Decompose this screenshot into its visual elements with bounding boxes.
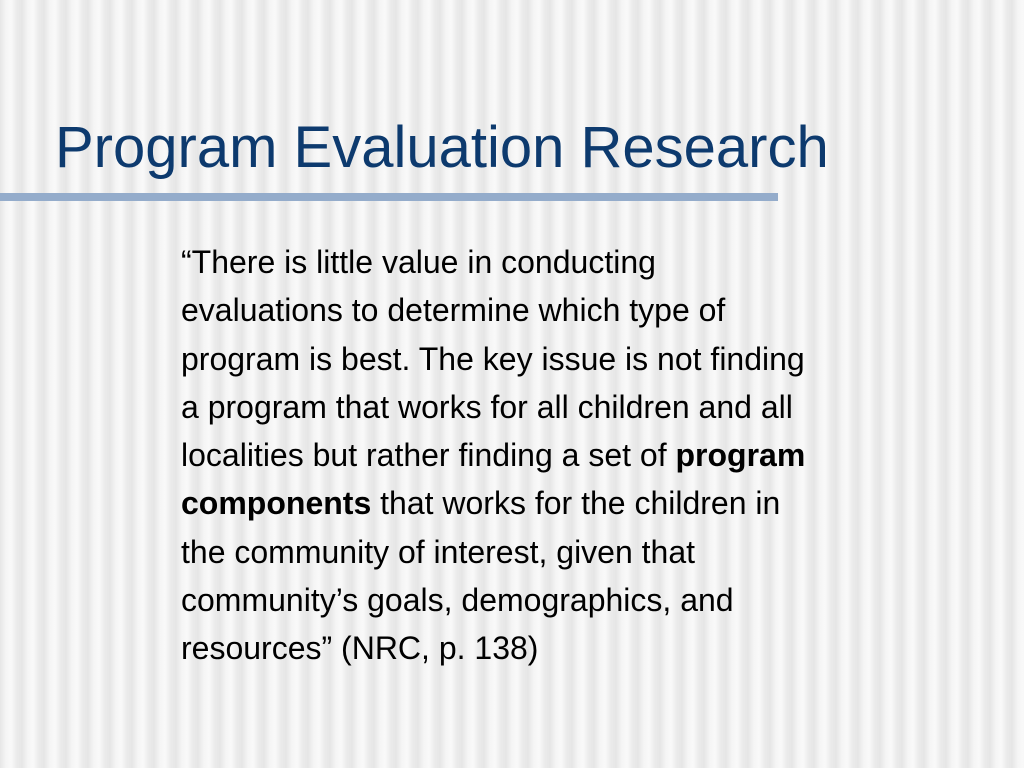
quote-segment: the community of interest, given that (181, 533, 696, 570)
title-underline (0, 193, 778, 201)
quote-emphasis: components (181, 485, 372, 522)
quote-segment: that works for the children in (371, 485, 781, 522)
quote-segment: resources” (NRC, p. 138) (181, 630, 539, 667)
quote-segment: evaluations to determine which type of (181, 292, 726, 329)
quote-text (181, 238, 981, 673)
quote-emphasis: program (675, 437, 806, 474)
quote-segment: program is best. The key issue is not finding (181, 340, 805, 377)
slide-title: Program Evaluation Research (55, 115, 829, 180)
quote-segment: a program that works for all children and all (181, 388, 793, 425)
quote-segment: “There is little value in conducting (181, 244, 656, 280)
quote-segment: community’s goals, demographics, and (181, 582, 734, 619)
quote-segment: localities but rather finding a set of (181, 437, 676, 474)
